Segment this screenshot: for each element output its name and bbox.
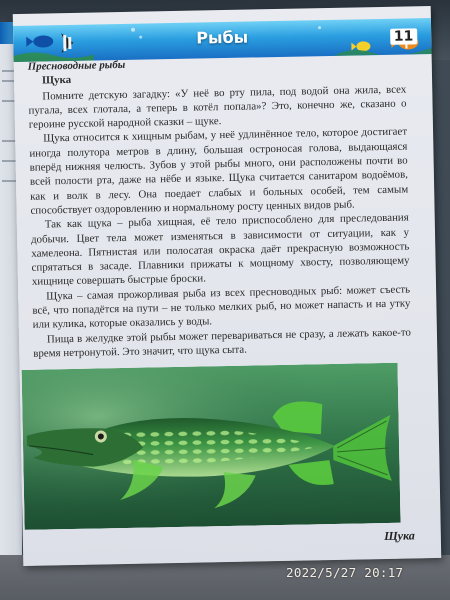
- pike-photo: [22, 363, 401, 530]
- figure-caption: Щука: [384, 528, 415, 544]
- paragraph: Так как щука – рыба хищная, её тело приспособлено для преследования добычи. Цвет тела может изменяться в зависимости от ситуации, как у хамелеона. Пятнистая или полосатая окраска даёт прекрасную возможность спрятаться в засаде. Плавники прижаты к мощному хвосту, позволяющему хищнице совершать быстрые броски.: [30, 211, 410, 289]
- photo-timestamp: 2022/5/27 20:17: [286, 565, 404, 580]
- header-title: Рыбы: [196, 27, 249, 48]
- paragraph: Пища в желудке этой рыбы может перевариваться не сразу, а лежать какое-то время нетронутой. Это значит, что щука сыта.: [33, 326, 412, 360]
- subsection-title: Щука: [41, 74, 72, 87]
- paragraph: Щука относится к хищным рыбам, у неё удлинённое тело, которое достигает иногда полутора метров в длину, большая остроносая голова, выдающаяся вперёд нижняя челюсть. Зубов у этой рыбы много, они расположены почти во всей полости рта, даже на нёбе и языке. Щука считается санитаром водоёмов, как и волк в лесу. Она поедает слабых и больных особей, тем самым способствует оздоровлению и нормальному росту ценных видов рыб.: [29, 126, 409, 217]
- pike-illustration: [22, 363, 401, 530]
- article-text: [28, 53, 412, 361]
- section-title: Пресноводные рыбы: [27, 58, 126, 73]
- book-page: [13, 6, 442, 566]
- page-number: 11: [390, 28, 418, 45]
- paragraph: Помните детскую загадку: «У неё во рту пила, под водой она жила, всех пугала, всех глотала, а теперь в котёл попала»? Это, конечно же, сказано о героине русской народной сказки – щуке.: [28, 83, 407, 131]
- paragraph: Щука – самая прожорливая рыба из всех пресноводных рыб: может съесть всё, что попадётся на пути – не только мелких рыб, но может напасть и на утку или кулика, которые оказались у воды.: [32, 283, 411, 332]
